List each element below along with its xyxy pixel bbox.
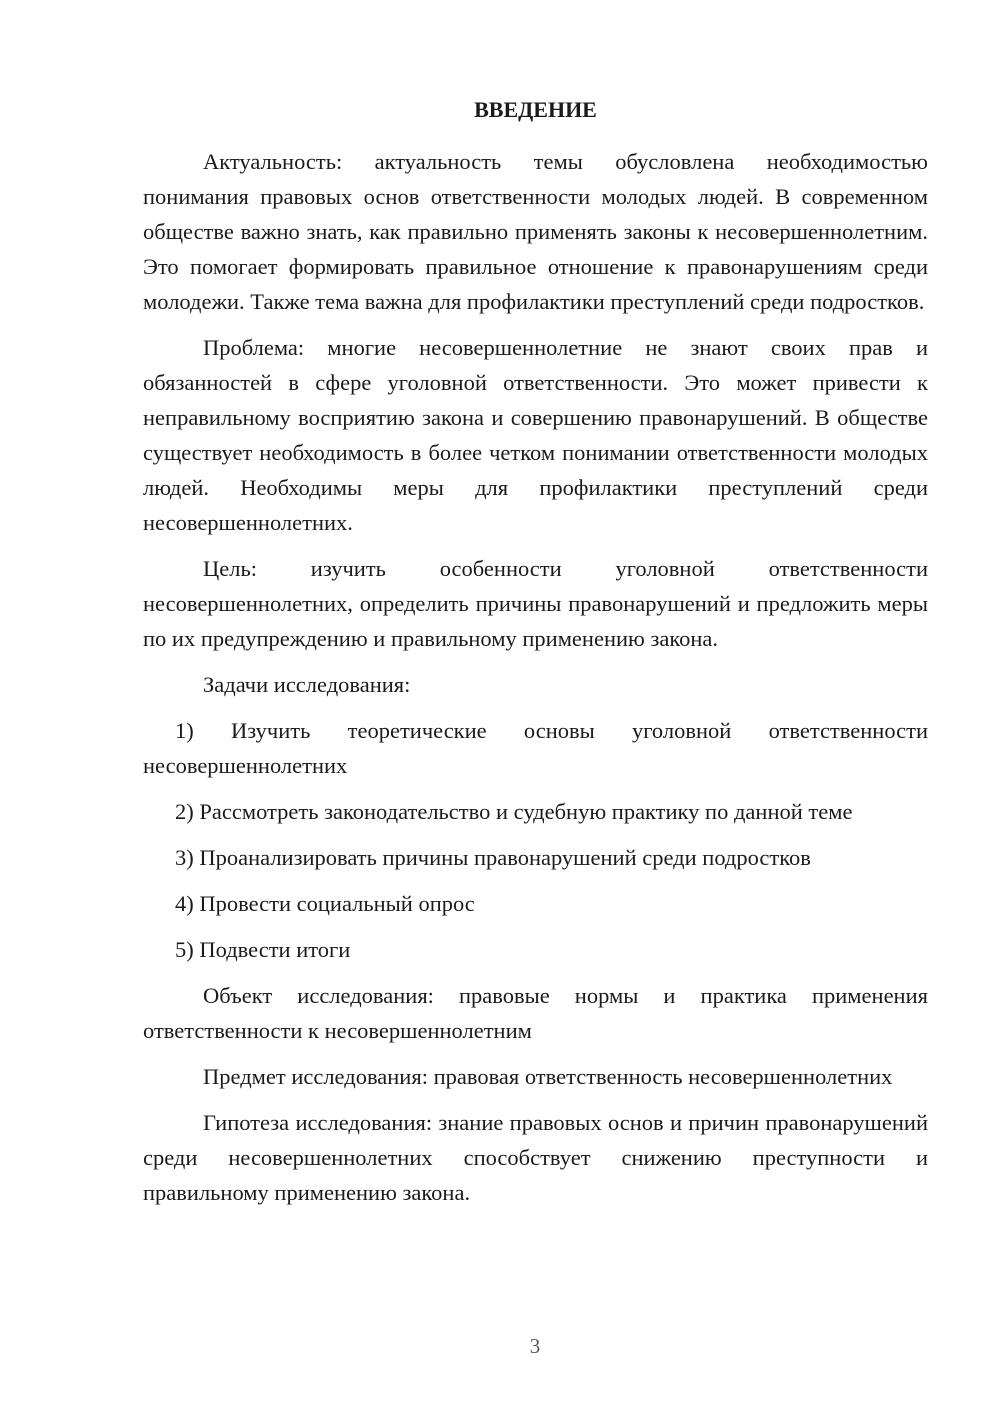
- page-number: 3: [529, 1334, 541, 1358]
- problem-paragraph: Проблема: многие несовершеннолетние не знают своих прав и обязанностей в сфере уголовной ответственности. Это может привести к неправильному восприятию закона и совершению правонарушений. В обществе существует необходимость в более четком понимании ответственности молодых людей. Необходимы меры для профилактики преступлений среди несовершеннолетних.: [143, 335, 928, 535]
- subject-paragraph: Предмет исследования: правовая ответственность несовершеннолетних: [203, 1064, 893, 1089]
- document-page: [143, 95, 928, 1221]
- task-item-4: 4) Провести социальный опрос: [175, 891, 475, 916]
- goal-paragraph: Цель: изучить особенности уголовной ответственности несовершеннолетних, определить причины правонарушений и предложить меры по их предупреждению и правильному применению закона.: [143, 556, 928, 651]
- section-heading: ВВЕДЕНИЕ: [474, 97, 597, 122]
- object-paragraph: Объект исследования: правовые нормы и практика применения ответственности к несовершеннолетним: [143, 983, 928, 1043]
- task-item-1: 1) Изучить теоретические основы уголовной ответственности несовершеннолетних: [143, 718, 928, 778]
- task-item-5: 5) Подвести итоги: [175, 937, 351, 962]
- hypothesis-paragraph: Гипотеза исследования: знание правовых основ и причин правонарушений среди несовершеннолетних способствует снижению преступности и правильному применению закона.: [143, 1110, 928, 1205]
- relevance-paragraph: Актуальность: актуальность темы обусловлена необходимостью понимания правовых основ ответственности молодых людей. В современном обществе важно знать, как правильно применять законы к несовершеннолетним. Это помогает формировать правильное отношение к правонарушениям среди молодежи. Также тема важна для профилактики преступлений среди подростков.: [143, 149, 928, 314]
- tasks-list: [143, 713, 928, 967]
- task-item-3: 3) Проанализировать причины правонарушений среди подростков: [175, 845, 811, 870]
- tasks-title: Задачи исследования:: [203, 672, 411, 697]
- task-item-2: 2) Рассмотреть законодательство и судебную практику по данной теме: [175, 799, 853, 824]
